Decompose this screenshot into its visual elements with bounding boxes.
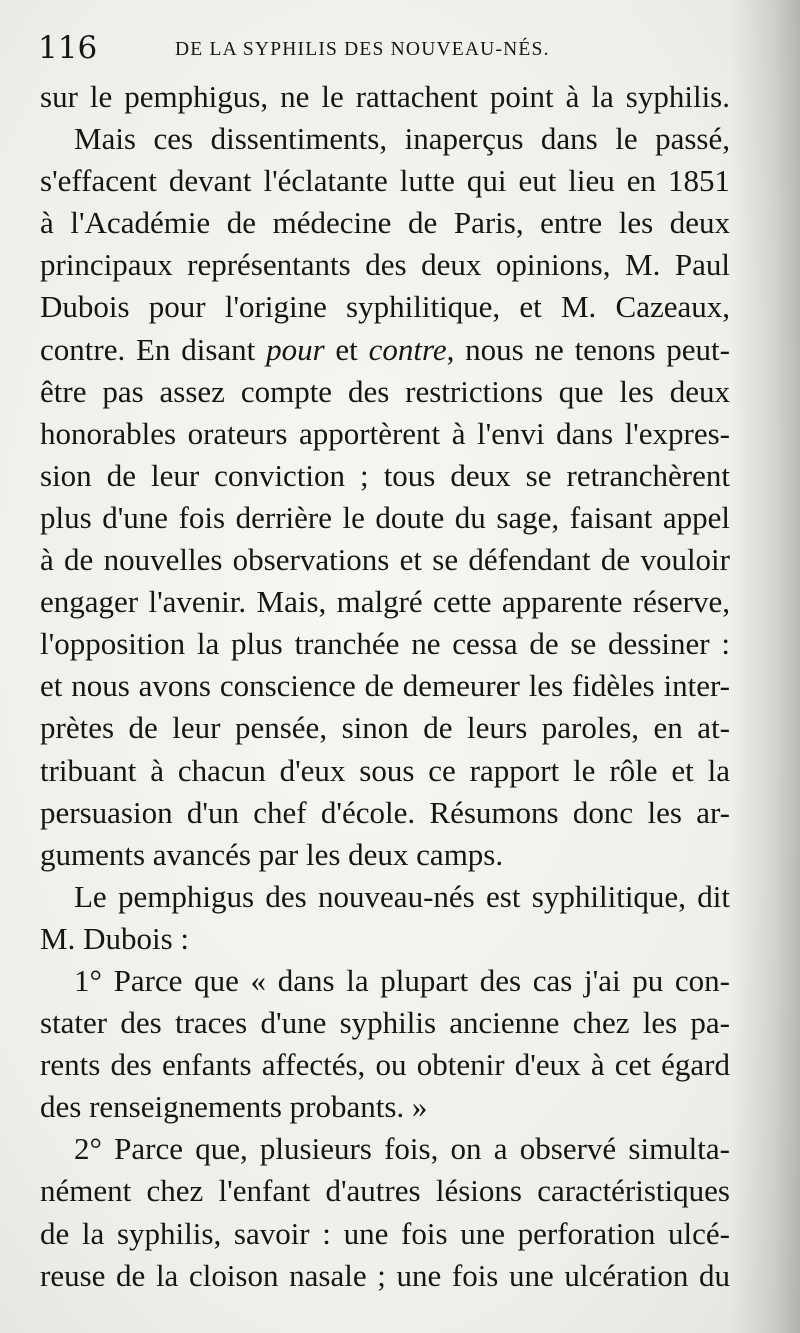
text-line: à l'Académie de médecine de Paris, entre les deux	[40, 205, 730, 241]
text-line: de la syphilis, savoir : une fois une perforation ulcé-	[40, 1215, 730, 1251]
text-line: Mais ces dissentiments, inaperçus dans le passé,	[74, 121, 730, 157]
text-run: contre. En disant	[40, 331, 267, 367]
text-line: 2° Parce que, plusieurs fois, on a observé simulta-	[74, 1131, 730, 1167]
text-line: sion de leur conviction ; tous deux se retranchèrent	[40, 457, 730, 493]
page-number: 116	[38, 30, 98, 66]
text-line: tribuant à chacun d'eux sous ce rapport le rôle et la	[40, 752, 730, 788]
text-run: et	[324, 331, 369, 367]
text-line: principaux représentants des deux opinions, M. Paul	[40, 247, 730, 283]
text-line: stater des traces d'une syphilis ancienne chez les pa-	[40, 1005, 730, 1041]
text-line: Dubois pour l'origine syphilitique, et M. Cazeaux,	[40, 289, 730, 325]
text-line: être pas assez compte des restrictions que les deux	[40, 373, 730, 409]
text-line: reuse de la cloison nasale ; une fois une ulcération du	[40, 1257, 730, 1293]
text-line: Le pemphigus des nouveau-nés est syphilitique, dit	[74, 878, 730, 914]
text-line: à de nouvelles observations et se défendant de vouloir	[40, 542, 730, 578]
text-line: guments avancés par les deux camps.	[40, 836, 504, 872]
page-edge-shadow	[730, 0, 800, 1333]
text-line: nément chez l'enfant d'autres lésions caractéristiques	[40, 1173, 730, 1209]
text-line: 1° Parce que « dans la plupart des cas j'ai pu con-	[74, 962, 730, 998]
text-line: persuasion d'un chef d'école. Résumons donc les ar-	[40, 794, 730, 830]
text-line	[40, 329, 730, 371]
text-line: et nous avons conscience de demeurer les fidèles inter-	[40, 668, 730, 704]
text-line: des renseignements probants. »	[40, 1089, 428, 1125]
text-line: M. Dubois :	[40, 920, 189, 956]
running-head: DE LA SYPHILIS DES NOUVEAU-NÉS.	[175, 39, 550, 60]
body-text	[40, 76, 730, 1297]
text-line: prètes de leur pensée, sinon de leurs paroles, en at-	[40, 710, 730, 746]
page-header	[38, 30, 738, 70]
text-line: rents des enfants affectés, ou obtenir d'eux à cet égard	[40, 1047, 730, 1083]
text-line: sur le pemphigus, ne le rattachent point à la syphilis.	[40, 79, 730, 114]
italic-run: contre	[368, 331, 447, 367]
text-run: , nous ne tenons peut-	[446, 331, 730, 367]
text-line: s'effacent devant l'éclatante lutte qui eut lieu en 1851	[40, 163, 730, 199]
text-line: l'opposition la plus tranchée ne cessa de se dessiner :	[40, 626, 730, 662]
text-line: honorables orateurs apportèrent à l'envi dans l'expres-	[40, 415, 730, 451]
text-line: engager l'avenir. Mais, malgré cette apparente réserve,	[40, 584, 730, 620]
italic-run: pour	[266, 331, 325, 367]
text-line: plus d'une fois derrière le doute du sage, faisant appel	[40, 499, 730, 535]
